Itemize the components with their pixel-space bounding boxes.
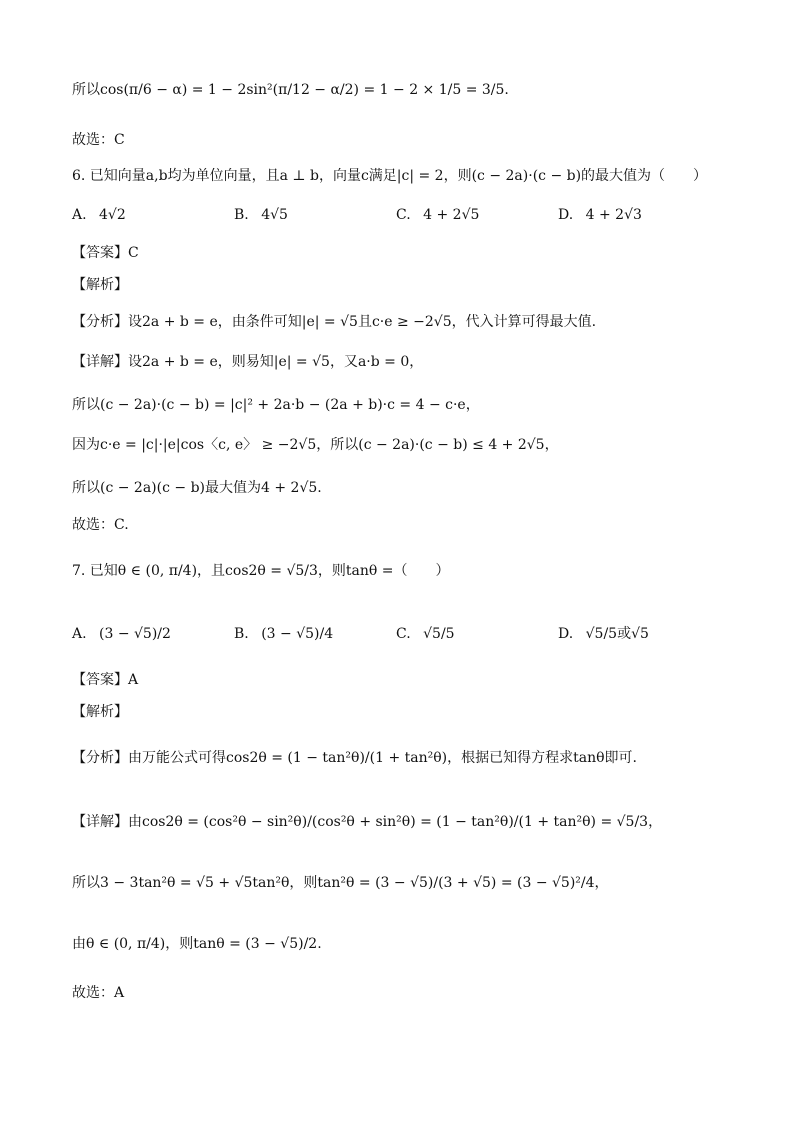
answer-value: A: [128, 672, 139, 688]
option-letter: A.: [72, 207, 87, 223]
q6-detail-3: 因为c·e = |c|·|e|cos〈c, e〉 ≥ −2√5，所以(c − 2a)·(c − b) ≤ 4 + 2√5，: [72, 437, 559, 453]
q7-option-d: [558, 624, 649, 644]
q6-option-c: [396, 205, 479, 225]
detail-text: 设2a + b = e，则易知|e| = √5，又a·b = 0，: [128, 354, 424, 370]
q7-option-b: [234, 624, 333, 644]
detail-tag: 【详解】: [72, 814, 128, 830]
q7-option-a: [72, 624, 171, 644]
option-text: (3 − √5)/4: [261, 626, 334, 642]
q7-answer: [72, 670, 138, 690]
option-text: 4√2: [99, 207, 126, 223]
q6-detail-2: 所以(c − 2a)·(c − b) = |c|² + 2a·b − (2a + b)·c = 4 − c·e，: [72, 397, 480, 413]
option-letter: D.: [558, 626, 574, 642]
q7-fenxi: [72, 748, 637, 768]
option-letter: B.: [234, 207, 249, 223]
q7-detail-3: 由θ ∈ (0, π/4)，则tanθ = (3 − √5)/2.: [72, 936, 322, 952]
option-text: √5/5: [423, 626, 455, 642]
prev-choice: 故选：C: [72, 132, 125, 148]
q7-stem: 7. 已知θ ∈ (0, π/4)，且cos2θ = √5/3，则tanθ =（ ）: [72, 563, 450, 579]
option-letter: C.: [396, 207, 411, 223]
q6-option-a: [72, 205, 126, 225]
q6-answer: [72, 243, 139, 263]
q7-analysis-tag: [72, 702, 128, 722]
analysis-tag: 【解析】: [72, 277, 128, 293]
fenxi-text: 设2a + b = e，由条件可知|e| = √5且c·e ≥ −2√5，代入计算可得最大值.: [128, 314, 597, 330]
q6-stem: 6. 已知向量a,b均为单位向量，且a ⊥ b，向量c满足|c| = 2，则(c − 2a)·(c − b)的最大值为（ ）: [72, 168, 708, 184]
option-letter: A.: [72, 626, 87, 642]
fenxi-tag: 【分析】: [72, 750, 128, 766]
option-letter: B.: [234, 626, 249, 642]
q6-detail-4: 所以(c − 2a)(c − b)最大值为4 + 2√5.: [72, 480, 322, 496]
option-text: 4√5: [261, 207, 288, 223]
prev-solution-line: 所以cos(π/6 − α) = 1 − 2sin²(π/12 − α/2) = 1 − 2 × 1/5 = 3/5.: [72, 82, 509, 98]
option-text: (3 − √5)/2: [99, 626, 171, 642]
fenxi-tag: 【分析】: [72, 314, 128, 330]
option-text: 4 + 2√3: [585, 207, 642, 223]
q6-fenxi: [72, 312, 596, 332]
q7-detail-2: 所以3 − 3tan²θ = √5 + √5tan²θ，则tan²θ = (3 − √5)/(3 + √5) = (3 − √5)²/4，: [72, 875, 609, 891]
answer-value: C: [128, 245, 139, 261]
q6-choice: 故选：C.: [72, 517, 129, 533]
analysis-tag: 【解析】: [72, 704, 128, 720]
answer-tag: 【答案】: [72, 672, 128, 688]
q6-option-d: [558, 205, 642, 225]
option-letter: D.: [558, 207, 574, 223]
q7-detail-1: [72, 812, 662, 832]
fenxi-text: 由万能公式可得cos2θ = (1 − tan²θ)/(1 + tan²θ)，根据已知得方程求tanθ即可.: [128, 750, 637, 766]
detail-tag: 【详解】: [72, 354, 128, 370]
q6-detail-1: [72, 352, 423, 372]
q6-option-b: [234, 205, 288, 225]
option-text: 4 + 2√5: [423, 207, 480, 223]
option-text: √5/5或√5: [585, 626, 649, 642]
option-letter: C.: [396, 626, 411, 642]
answer-tag: 【答案】: [72, 245, 128, 261]
q7-choice: 故选：A: [72, 985, 125, 1001]
q7-option-c: [396, 624, 455, 644]
q6-analysis-tag: [72, 275, 128, 295]
detail-text: 由cos2θ = (cos²θ − sin²θ)/(cos²θ + sin²θ) = (1 − tan²θ)/(1 + tan²θ) = √5/3，: [128, 814, 663, 830]
